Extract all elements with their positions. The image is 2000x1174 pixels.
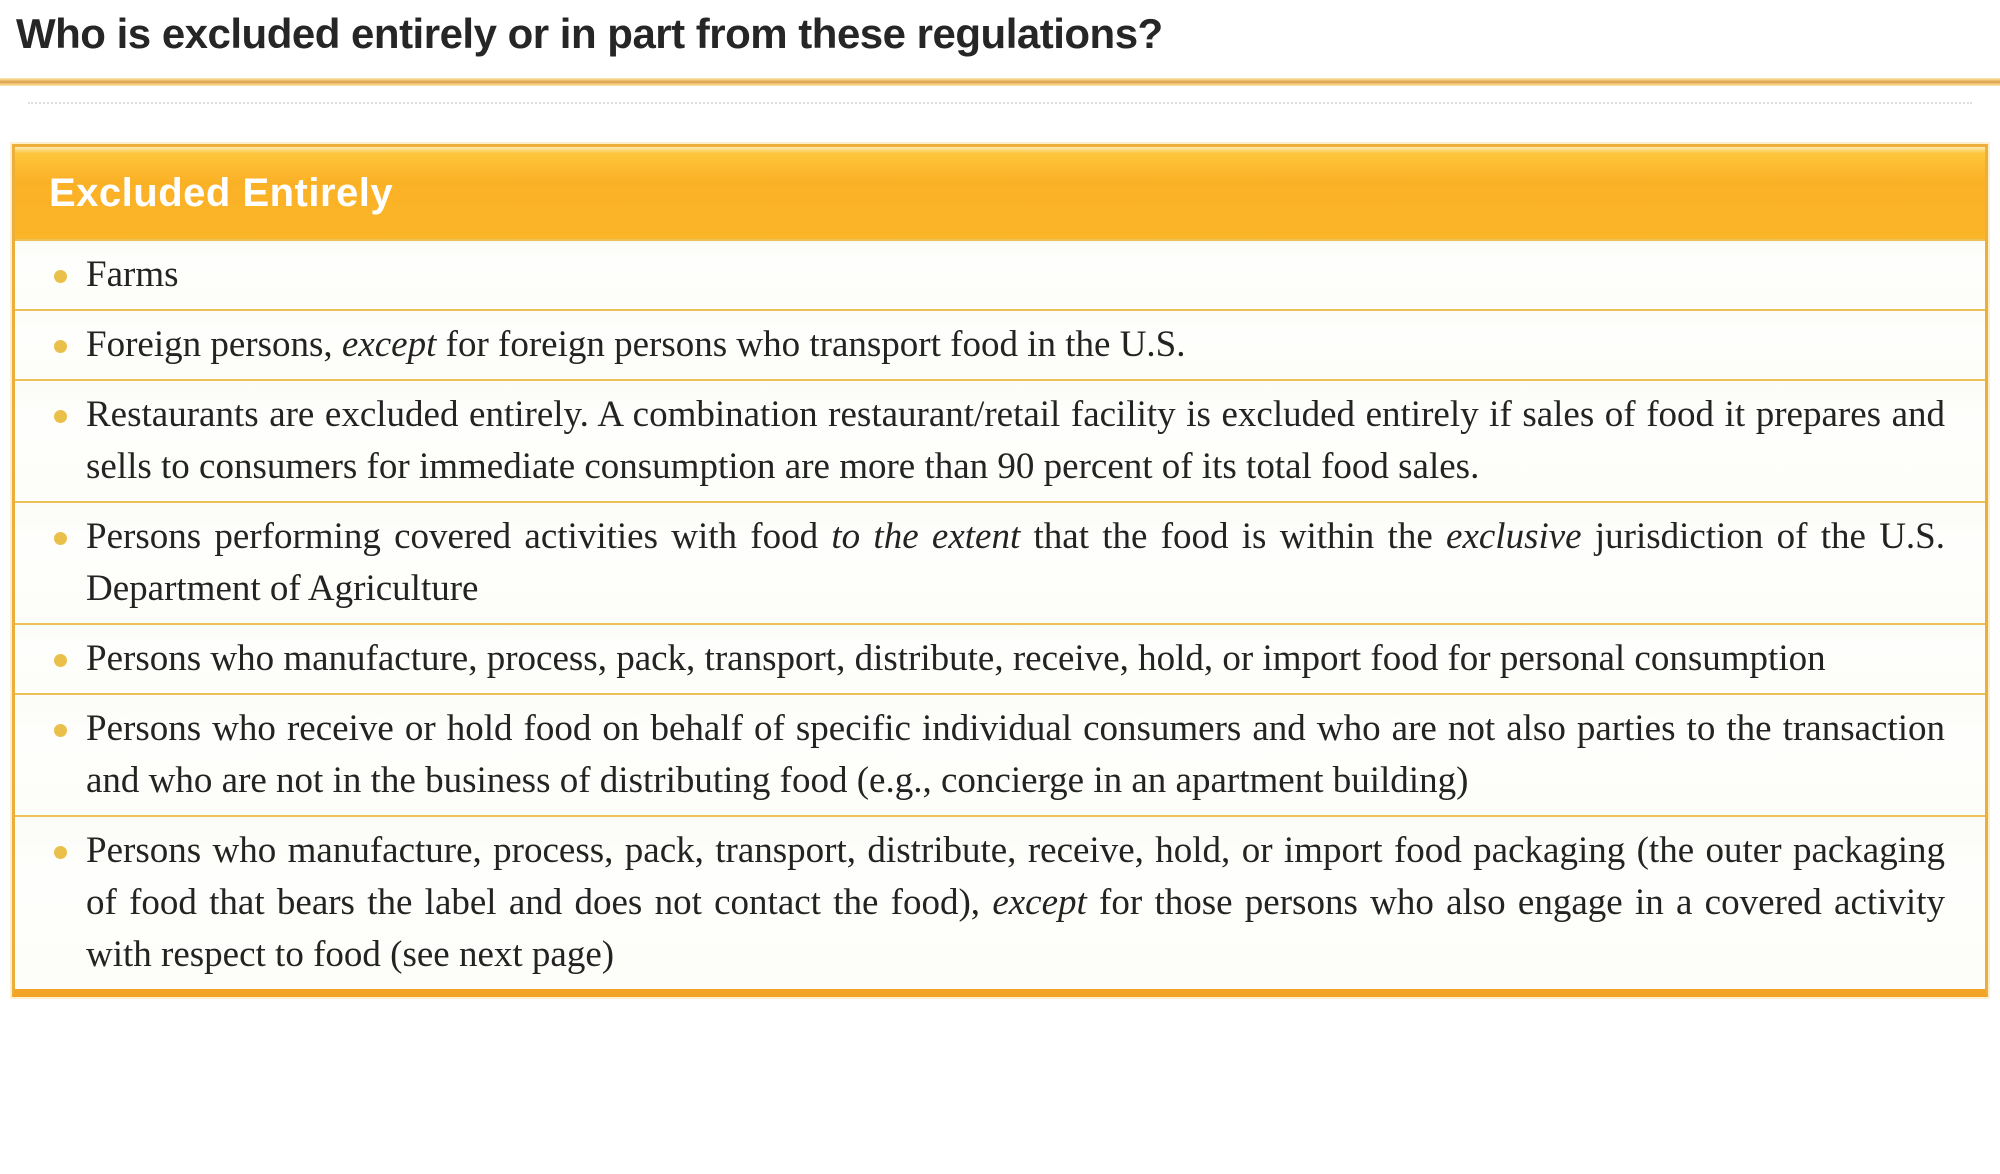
page-title: Who is excluded entirely or in part from these regulations?: [16, 10, 1163, 57]
bullet-icon: [54, 532, 67, 545]
table-header: Excluded Entirely: [15, 147, 1985, 239]
table-row: [15, 309, 1985, 379]
table-row: [15, 379, 1985, 501]
dotted-divider: [28, 102, 1972, 104]
document-page: [0, 6, 2000, 1174]
bullet-icon: [54, 846, 67, 859]
table-row: [15, 693, 1985, 815]
table-row: [15, 239, 1985, 309]
excluded-entirely-table: [12, 144, 1988, 997]
bullet-icon: [54, 654, 67, 667]
table-row: [15, 815, 1985, 989]
bullet-icon: [54, 410, 67, 423]
row-text: Farms: [86, 254, 179, 295]
row-text: Persons who manufacture, process, pack, transport, distribute, receive, hold, or import food for personal consumption: [86, 638, 1826, 679]
bullet-icon: [54, 724, 67, 737]
table-row: [15, 501, 1985, 623]
bullet-icon: [54, 270, 67, 283]
row-text: Foreign persons, except for foreign persons who transport food in the U.S.: [86, 324, 1186, 365]
bullet-icon: [54, 340, 67, 353]
row-text: Restaurants are excluded entirely. A combination restaurant/retail facility is excluded entirely if sales of food it prepares and sells to consumers for immediate consumption are more than 90 percent of its total food sales.: [86, 394, 1945, 487]
table-body: [15, 239, 1985, 989]
row-text: Persons performing covered activities with food to the extent that the food is within the exclusive jurisdiction of the U.S. Department of Agriculture: [86, 516, 1945, 609]
row-text: Persons who manufacture, process, pack, transport, distribute, receive, hold, or import food packaging (the outer packaging of food that bears the label and does not contact the food), except for those persons who also engage in a covered activity with respect to food (see next page): [86, 830, 1945, 975]
title-rule: [0, 78, 2000, 86]
table-row: [15, 623, 1985, 693]
row-text: Persons who receive or hold food on behalf of specific individual consumers and who are not also parties to the transaction and who are not in the business of distributing food (e.g., concierge in an apartment building): [86, 708, 1945, 801]
